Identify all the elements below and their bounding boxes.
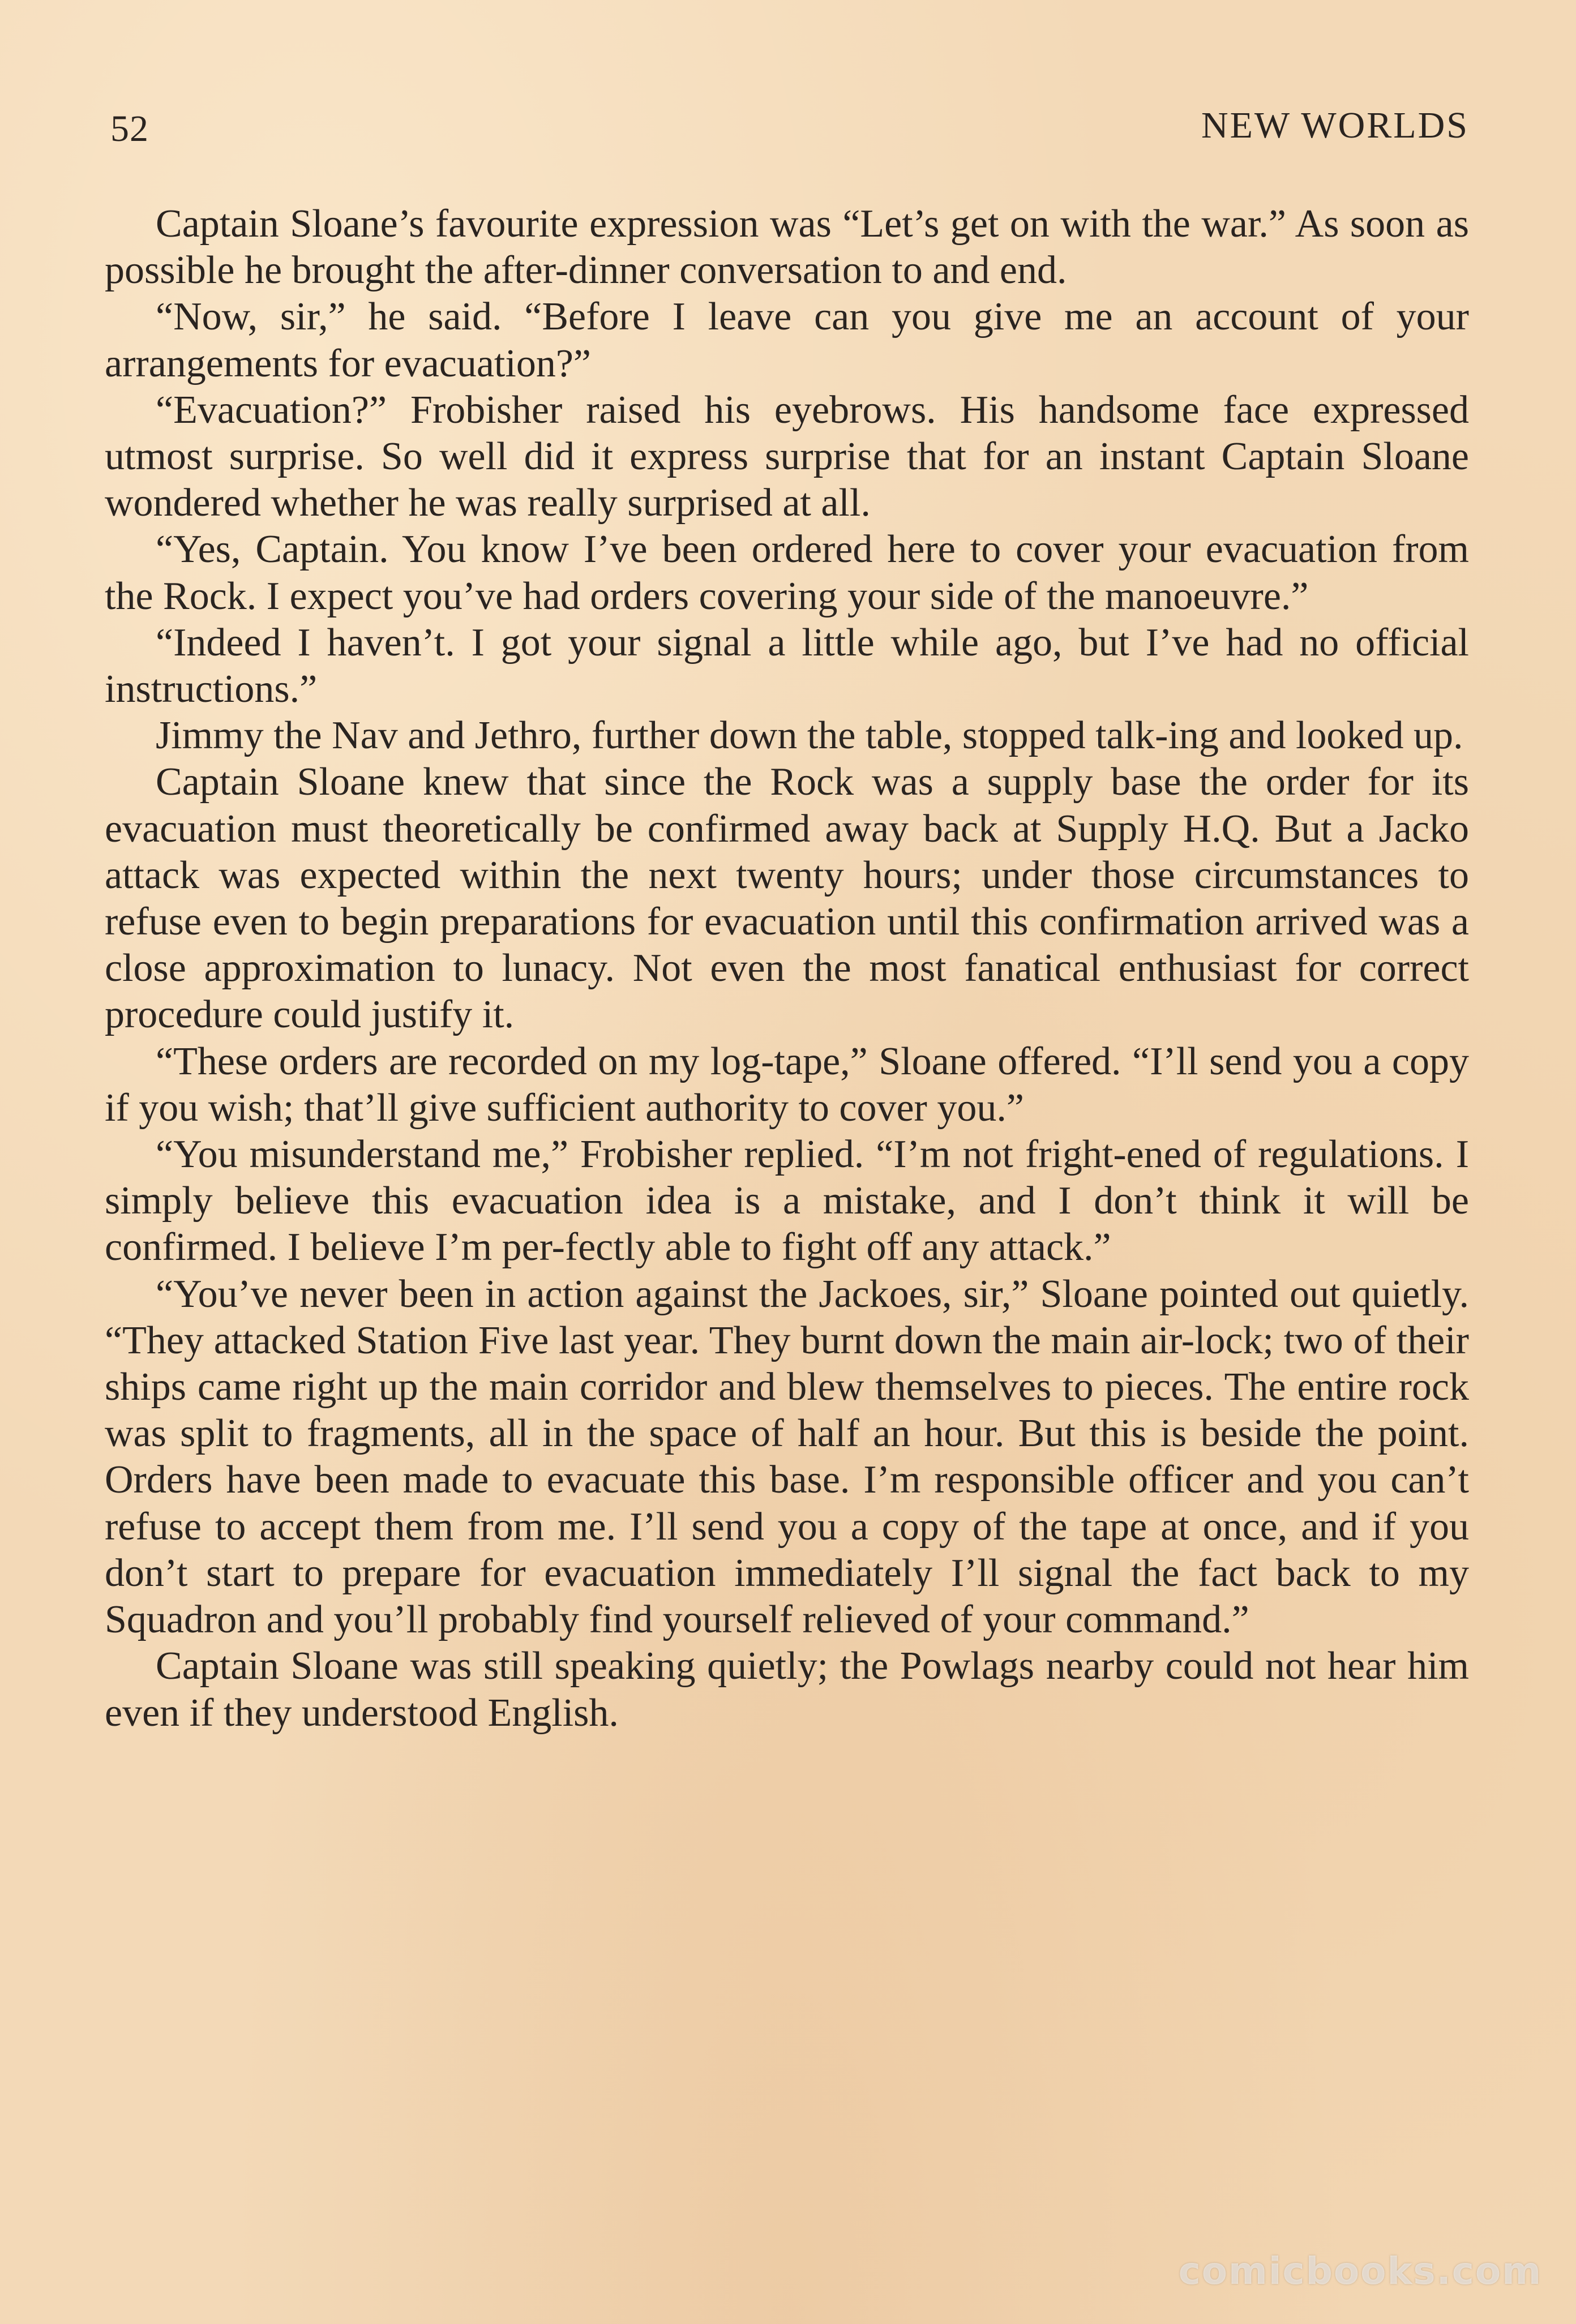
book-page [105, 96, 1469, 2202]
paragraph: Captain Sloane knew that since the Rock was a supply base the order for its evacuation must theoretically be confirmed away back at Supply H.Q. But a Jacko attack was expected within the next twenty hours; under those circumstances to refuse even to begin preparations for evacuation until this confirmation arrived was a close approximation to lunacy. Not even the most fanatical enthusiast for correct procedure could justify it. [105, 760, 1469, 1037]
running-head: NEW WORLDS [1201, 105, 1469, 146]
page-number: 52 [110, 108, 149, 149]
paragraph: “Indeed I haven’t. I got your signal a little while ago, but I’ve had no official instructions.” [105, 620, 1469, 711]
paragraph: Captain Sloane was still speaking quietly; the Powlags nearby could not hear him even if they understood English. [105, 1644, 1469, 1735]
paragraph: “Now, sir,” he said. “Before I leave can you give me an account of your arrangements for evacuation?” [105, 295, 1469, 385]
paragraph: “You misunderstand me,” Frobisher replied. “I’m not fright-ened of regulations. I simply believe this evacuation idea is a mistake, and I don’t think it will be confirmed. I believe I’m per-fectly able to fight off any attack.” [105, 1133, 1469, 1270]
paragraph: Captain Sloane’s favourite expression was “Let’s get on with the war.” As soon as possible he brought the after-dinner conversation to and end. [105, 202, 1469, 293]
paragraph: Jimmy the Nav and Jethro, further down the table, stopped talk-ing and looked up. [156, 714, 1463, 758]
paragraph: “These orders are recorded on my log-tape,” Sloane offered. “I’ll send you a copy if you wish; that’ll give sufficient authority to cover you.” [105, 1039, 1469, 1130]
paragraph: “Evacuation?” Frobisher raised his eyebrows. His handsome face expressed utmost surprise. So well did it express surprise that for an instant Captain Sloane wondered whether he was really surprised at all. [105, 388, 1469, 525]
body-text [105, 201, 1469, 1736]
page-header [105, 96, 1469, 164]
paragraph: “Yes, Captain. You know I’ve been ordered here to cover your evacuation from the Rock. I expect you’ve had orders covering your side of the manoeuvre.” [105, 528, 1469, 618]
paragraph: “You’ve never been in action against the Jackoes, sir,” Sloane pointed out quietly. “They attacked Station Five last year. They burnt down the main air-lock; two of their ships came right up the main corridor and blew themselves to pieces. The entire rock was split to fragments, all in the space of half an hour. But this is beside the point. Orders have been made to evacuate this base. I’m responsible officer and you can’t refuse to accept them from me. I’ll send you a copy of the tape at once, and if you don’t start to prepare for evacuation immediately I’ll signal the fact back to my Squadron and you’ll probably find yourself relieved of your command.” [105, 1272, 1469, 1642]
watermark: comicbooks.com [1178, 2249, 1542, 2293]
